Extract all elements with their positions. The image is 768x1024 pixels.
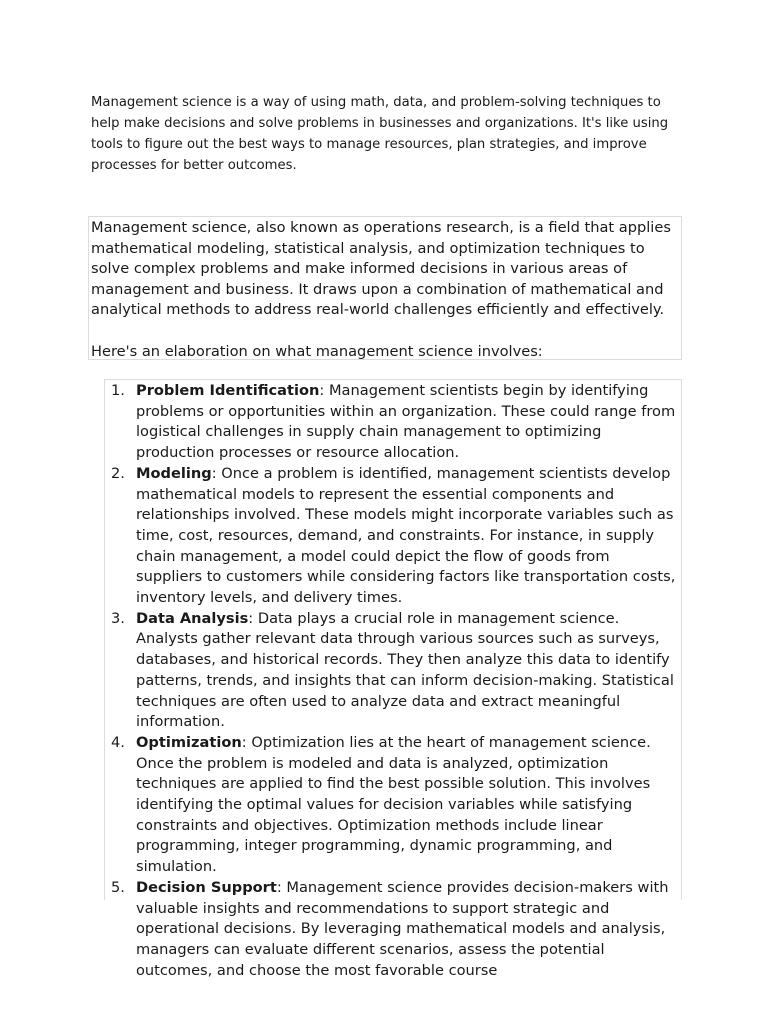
list-number: 2. xyxy=(111,464,125,482)
list-item-text: : Management scientists begin by identifying problems or opportunities within an organization. These could range from logistical challenges in supply chain management to optimizing production processes or resource allocation. xyxy=(136,382,676,462)
list-number: 4. xyxy=(111,733,125,751)
list-number: 3. xyxy=(111,609,125,627)
list-item-term: Data Analysis xyxy=(136,609,249,627)
list-number: 5. xyxy=(111,878,125,896)
list-item-decision-support xyxy=(105,878,676,982)
list-item-text: : Once a problem is identified, management scientists develop mathematical models to represent the essential components and relationships involved. These models might incorporate variables such as time, cost, resources, demand, and constraints. For instance, in supply chain management, a model could depict the flow of goods from suppliers to customers while considering factors like transportation costs, inventory levels, and delivery times. xyxy=(136,464,676,607)
list-item-text: : Optimization lies at the heart of management science. Once the problem is modeled and data is analyzed, optimization techniques are applied to find the best possible solution. This involves identifying the optimal values for decision variables while satisfying constraints and objectives. Optimization methods include linear programming, integer programming, dynamic programming, and simulation. xyxy=(136,733,651,876)
definition-paragraph: Management science, also known as operations research, is a field that applies mathematical modeling, statistical analysis, and optimization techniques to solve complex problems and make informed decisions in various areas of management and business. It draws upon a combination of mathematical and analytical methods to address real-world challenges efficiently and effectively. xyxy=(91,219,671,319)
list-item-optimization xyxy=(105,733,676,878)
list-item-text: : Management science provides decision-makers with valuable insights and recommendations to support strategic and operational decisions. By leveraging mathematical models and analysis, managers can evaluate different scenarios, assess the potential outcomes, and choose the most favorable course xyxy=(136,878,669,979)
list-item-term: Optimization xyxy=(136,733,242,751)
definition-box xyxy=(88,216,682,360)
elaboration-list xyxy=(105,381,681,981)
list-item-problem-identification xyxy=(105,381,676,464)
list-item-term: Problem Identification xyxy=(136,382,320,399)
paragraph-spacer xyxy=(91,321,681,342)
list-item-text: : Data plays a crucial role in management science. Analysts gather relevant data through various sources such as surveys, databases, and historical records. They then analyze this data to identify patterns, trends, and insights that can inform decision-making. Statistical techniques are often used to analyze data and extract meaningful information. xyxy=(136,609,674,731)
list-item-term: Decision Support xyxy=(136,878,277,896)
list-item-term: Modeling xyxy=(136,464,212,482)
intro-paragraph: Management science is a way of using math, data, and problem-solving techniques to help make decisions and solve problems in businesses and organizations. It's like using tools to figure out the best ways to manage resources, plan strategies, and improve processes for better outcomes. xyxy=(91,95,669,173)
elaboration-heading: Here's an elaboration on what management science involves: xyxy=(91,342,543,360)
elaboration-list-box xyxy=(104,379,682,979)
list-number: 1. xyxy=(111,382,125,399)
list-item-data-analysis xyxy=(105,609,676,733)
list-item-modeling xyxy=(105,464,676,609)
